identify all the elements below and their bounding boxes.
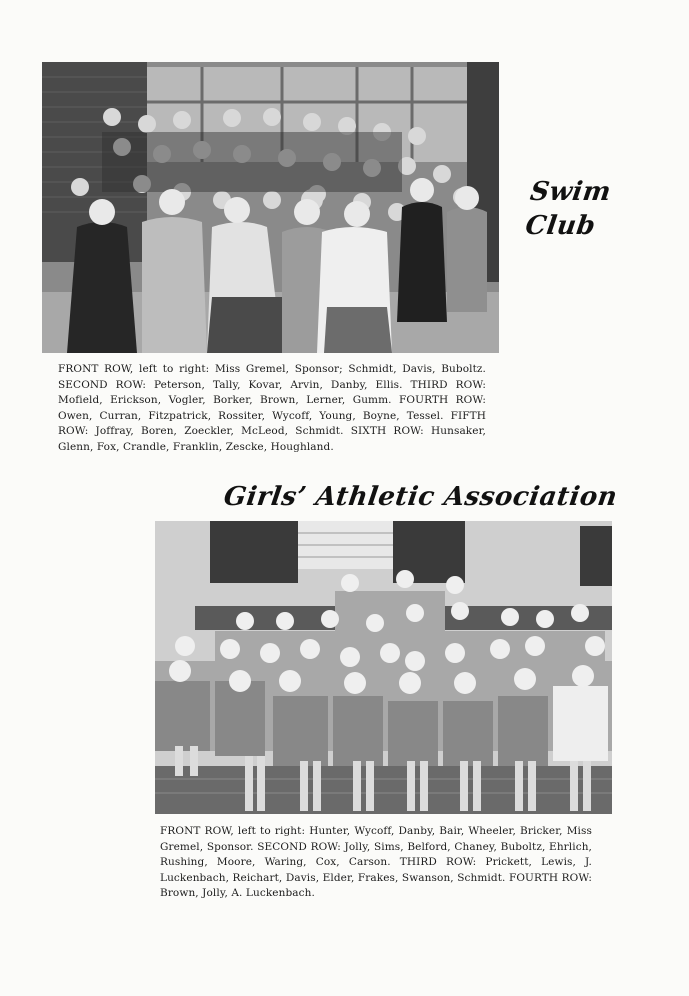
gaa-photo (155, 521, 612, 814)
swim-club-title-line2: Club (523, 211, 598, 241)
gaa-caption: FRONT ROW, left to right: Hunter, Wycoff, Danby, Bair, Wheeler, Bricker, Miss Gremel, Sponsor. SECOND ROW: Jolly, Sims, Belford, Chaney, Buboltz, Ehrlich, Rushing, Moore, Waring, Cox, Carson. THIRD ROW: Prickett, Lewis, J. Luckenbach, Reichart, Davis, Elder, Frakes, Swanson, Schmidt. FOURTH ROW: Brown, Jolly, A. Luckenbach. (160, 825, 592, 899)
swim-club-caption: FRONT ROW, left to right: Miss Gremel, Sponsor; Schmidt, Davis, Buboltz. SECOND ROW: Peterson, Tally, Kovar, Arvin, Danby, Ellis. THIRD ROW: Mofield, Erickson, Vogler, Borker, Brown, Lerner, Gumm. FOURTH ROW: Owen, Curran, Fitzpatrick, Rossiter, Wycoff, Young, Boyne, Tessel. FIFTH ROW: Joffray, Boren, Zoeckler, McLeod, Schmidt. SIXTH ROW: Hunsaker, Glenn, Fox, Crandle, Franklin, Zescke, Houghland. (58, 363, 486, 453)
swim-club-title (523, 175, 633, 243)
gaa-photo-image (155, 521, 612, 814)
swim-club-title-line1: Swim (528, 177, 614, 207)
swim-club-photo-image (42, 62, 499, 353)
gaa-title: Girls’ Athletic Association (221, 482, 620, 512)
swim-club-photo (42, 62, 499, 353)
